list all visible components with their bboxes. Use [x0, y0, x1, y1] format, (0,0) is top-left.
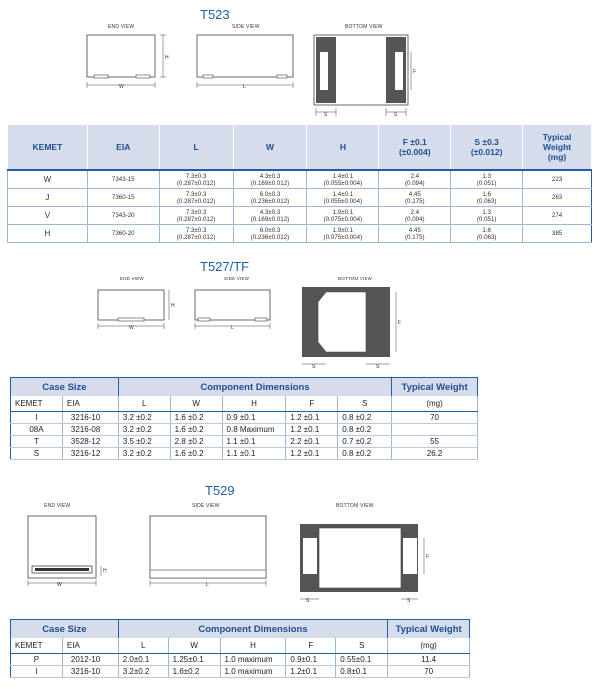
table-row: [8, 225, 592, 243]
table-cell: 1.6±0.2: [168, 666, 220, 678]
table-cell: 2012-10: [62, 654, 118, 666]
table-cell: 1.6 ±0.2: [170, 448, 222, 460]
table-cell: 3.2±0.2: [118, 666, 168, 678]
table-cell: 0.9 ±0.1: [222, 412, 286, 424]
t527-sub-header-cell: S: [338, 396, 392, 412]
t527-bottom-view-label: BOTTOM VIEW: [338, 276, 373, 281]
table-row: [11, 436, 478, 448]
t529-end-w-label: W: [57, 582, 62, 588]
table-cell: 7.3±0.3 (0.287±0.012): [159, 189, 233, 207]
t529-side-l-label: L: [206, 582, 209, 588]
t529-table: [10, 619, 470, 678]
t529-title: T529: [205, 483, 235, 498]
t523-end-view: [87, 35, 166, 88]
t523-side-view: [197, 35, 293, 88]
table-cell: 1.6 (0.063): [451, 225, 523, 243]
table-cell: P: [11, 654, 63, 666]
t527-sub-header-cell: KEMET: [11, 396, 63, 412]
table-cell: V: [8, 207, 88, 225]
table-cell: 55: [392, 436, 478, 448]
t523-header-cell: W: [233, 125, 307, 171]
table-cell: 0.8 Maximum: [222, 424, 286, 436]
table-cell: 2.4 (0.094): [379, 170, 451, 189]
table-cell: 3.2 ±0.2: [118, 412, 170, 424]
table-cell: 7360-20: [87, 225, 159, 243]
table-cell: 1.4±0.1 (0.055±0.004): [307, 170, 379, 189]
t529-case-size-header: Case Size: [11, 620, 119, 639]
table-cell: 385: [523, 225, 592, 243]
t529-bottom-s-right-label: S: [407, 598, 411, 604]
table-cell: 3216-10: [62, 666, 118, 678]
table-cell: 1.25±0.1: [168, 654, 220, 666]
table-cell: 3216-08: [62, 424, 118, 436]
t529-group-header-row: [11, 620, 470, 639]
t523-side-l-label: L: [243, 84, 246, 90]
table-cell: 1.2±0.1: [286, 666, 336, 678]
table-cell: 7343-20: [87, 207, 159, 225]
t529-sub-header-cell: (mg): [388, 638, 470, 654]
t529-sub-header-cell: EIA: [62, 638, 118, 654]
t529-bottom-f-label: F: [426, 554, 430, 560]
t527-bottom-f-label: F: [398, 320, 402, 326]
table-cell: 3528-12: [62, 436, 118, 448]
t527-end-view: [98, 290, 169, 329]
table-cell: 1.2 ±0.1: [286, 424, 338, 436]
table-cell: 1.6 (0.063): [451, 189, 523, 207]
table-cell: 0.8 ±0.2: [338, 424, 392, 436]
t527-table: [10, 377, 478, 460]
table-cell: 1.0 maximum: [220, 654, 286, 666]
table-cell: 6.0±0.3 (0.236±0.012): [233, 225, 307, 243]
table-cell: 1.6 ±0.2: [170, 412, 222, 424]
t523-header-cell: H: [307, 125, 379, 171]
table-cell: 1.4±0.1 (0.055±0.004): [307, 189, 379, 207]
table-cell: J: [8, 189, 88, 207]
table-cell: 3.2 ±0.2: [118, 424, 170, 436]
table-row: [8, 207, 592, 225]
table-row: [8, 189, 592, 207]
table-cell: 4.3±0.3 (0.169±0.012): [233, 170, 307, 189]
table-cell: 0.7 ±0.2: [338, 436, 392, 448]
t523-end-h-label: H: [165, 55, 169, 61]
table-cell: 0.8 ±0.2: [338, 448, 392, 460]
table-cell: 223: [523, 170, 592, 189]
t527-sub-header-cell: L: [118, 396, 170, 412]
table-cell: W: [8, 170, 88, 189]
table-cell: 7360-15: [87, 189, 159, 207]
table-cell: 0.8 ±0.2: [338, 412, 392, 424]
t523-header-cell: EIA: [87, 125, 159, 171]
t523-side-view-label: SIDE VIEW: [232, 24, 260, 30]
table-row: [8, 170, 592, 189]
t529-sub-header-cell: S: [336, 638, 388, 654]
table-cell: 2.8 ±0.2: [170, 436, 222, 448]
table-cell: 1.9±0.1 (0.075±0.004): [307, 207, 379, 225]
t529-end-view: [28, 516, 101, 586]
t529-bottom-s-left-label: S: [306, 598, 310, 604]
table-row: [11, 448, 478, 460]
t523-end-w-label: W: [119, 84, 124, 90]
t527-side-l-label: L: [231, 325, 234, 331]
t529-sub-header-cell: L: [118, 638, 168, 654]
table-cell: 1.3 (0.051): [451, 170, 523, 189]
table-cell: 70: [388, 666, 470, 678]
t523-bottom-s-left-label: S: [324, 112, 328, 118]
table-row: [11, 412, 478, 424]
t529-end-h-label: H: [103, 568, 107, 574]
table-row: [11, 654, 470, 666]
table-cell: 1.0 maximum: [220, 666, 286, 678]
table-cell: 7.3±0.3 (0.287±0.012): [159, 207, 233, 225]
table-cell: H: [8, 225, 88, 243]
table-cell: 1.2 ±0.1: [286, 412, 338, 424]
t527-sub-header-cell: EIA: [62, 396, 118, 412]
table-cell: 2.0±0.1: [118, 654, 168, 666]
table-cell: 3.2 ±0.2: [118, 448, 170, 460]
table-cell: 2.2 ±0.1: [286, 436, 338, 448]
t529-sub-header-row: [11, 638, 470, 654]
table-cell: T: [11, 436, 63, 448]
t523-table: [7, 124, 592, 243]
t529-sub-header-cell: KEMET: [11, 638, 63, 654]
t527-sub-header-cell: H: [222, 396, 286, 412]
table-cell: 274: [523, 207, 592, 225]
table-cell: 1.9±0.1 (0.075±0.004): [307, 225, 379, 243]
table-cell: 1.6 ±0.2: [170, 424, 222, 436]
t527-component-dimensions-header: Component Dimensions: [118, 378, 391, 397]
table-cell: I: [11, 666, 63, 678]
t527-end-h-label: H: [171, 303, 175, 309]
t523-header-cell: F ±0.1 (±0.004): [379, 125, 451, 171]
t529-sub-header-cell: W: [168, 638, 220, 654]
t523-bottom-s-right-label: S: [394, 112, 398, 118]
table-cell: 1.1 ±0.1: [222, 448, 286, 460]
t527-bottom-s-right-label: S: [376, 364, 380, 370]
t523-header-row: [8, 125, 592, 171]
table-cell: 70: [392, 412, 478, 424]
t527-bottom-s-left-label: S: [312, 364, 316, 370]
t523-header-cell: L: [159, 125, 233, 171]
t529-drawings: [0, 510, 600, 610]
t529-sub-header-cell: F: [286, 638, 336, 654]
table-cell: 3216-12: [62, 448, 118, 460]
table-cell: 2.4 (0.094): [379, 207, 451, 225]
table-cell: 7.3±0.3 (0.287±0.012): [159, 225, 233, 243]
table-cell: 4.3±0.3 (0.169±0.012): [233, 207, 307, 225]
t523-bottom-view-label: BOTTOM VIEW: [345, 24, 383, 30]
t529-end-view-label: END VIEW: [44, 503, 71, 509]
table-cell: 4.45 (0.175): [379, 189, 451, 207]
t523-end-view-label: END VIEW: [108, 24, 135, 30]
table-cell: 1.2 ±0.1: [286, 448, 338, 460]
table-row: [11, 666, 470, 678]
t527-sub-header-cell: (mg): [392, 396, 478, 412]
table-cell: 1.1 ±0.1: [222, 436, 286, 448]
table-cell: 3216-10: [62, 412, 118, 424]
t523-drawings: [0, 30, 600, 122]
table-cell: S: [11, 448, 63, 460]
t527-sub-header-row: [11, 396, 478, 412]
t529-sub-header-cell: H: [220, 638, 286, 654]
table-cell: 7.3±0.3 (0.287±0.012): [159, 170, 233, 189]
table-cell: 6.0±0.3 (0.236±0.012): [233, 189, 307, 207]
t527-group-header-row: [11, 378, 478, 397]
table-cell: I: [11, 412, 63, 424]
t527-drawings: [0, 282, 600, 372]
table-cell: 08A: [11, 424, 63, 436]
t529-bottom-view-label: BOTTOM VIEW: [336, 503, 374, 509]
t529-bottom-view: [300, 524, 424, 599]
table-cell: 0.9±0.1: [286, 654, 336, 666]
t527-bottom-view: [302, 287, 396, 364]
table-cell: 0.8±0.1: [336, 666, 388, 678]
table-cell: 1.3 (0.051): [451, 207, 523, 225]
table-cell: 7343-15: [87, 170, 159, 189]
t527-side-view: [195, 290, 270, 329]
t527-end-view-label: END VIEW: [120, 276, 144, 281]
table-row: [11, 424, 478, 436]
table-cell: 26.2: [392, 448, 478, 460]
t523-bottom-f-label: F: [413, 69, 417, 75]
t529-component-dimensions-header: Component Dimensions: [118, 620, 387, 639]
table-cell: 263: [523, 189, 592, 207]
t529-typical-weight-header: Typical Weight: [388, 620, 470, 639]
t523-header-cell: Typical Weight (mg): [523, 125, 592, 171]
t527-typical-weight-header: Typical Weight: [392, 378, 478, 397]
t527-title: T527/TF: [200, 259, 250, 274]
t523-title: T523: [200, 7, 230, 22]
t529-side-view-label: SIDE VIEW: [192, 503, 220, 509]
t523-header-cell: S ±0.3 (±0.012): [451, 125, 523, 171]
t527-sub-header-cell: W: [170, 396, 222, 412]
t523-bottom-view: [314, 35, 411, 116]
t529-side-view: [150, 516, 266, 586]
t527-end-w-label: W: [129, 325, 134, 331]
t527-side-view-label: SIDE VIEW: [224, 276, 250, 281]
table-cell: 0.55±0.1: [336, 654, 388, 666]
t527-sub-header-cell: F: [286, 396, 338, 412]
table-cell: 11.4: [388, 654, 470, 666]
t527-case-size-header: Case Size: [11, 378, 119, 397]
table-cell: 3.5 ±0.2: [118, 436, 170, 448]
table-cell: 4.45 (0.175): [379, 225, 451, 243]
table-cell: [392, 424, 478, 436]
t523-header-cell: KEMET: [8, 125, 88, 171]
